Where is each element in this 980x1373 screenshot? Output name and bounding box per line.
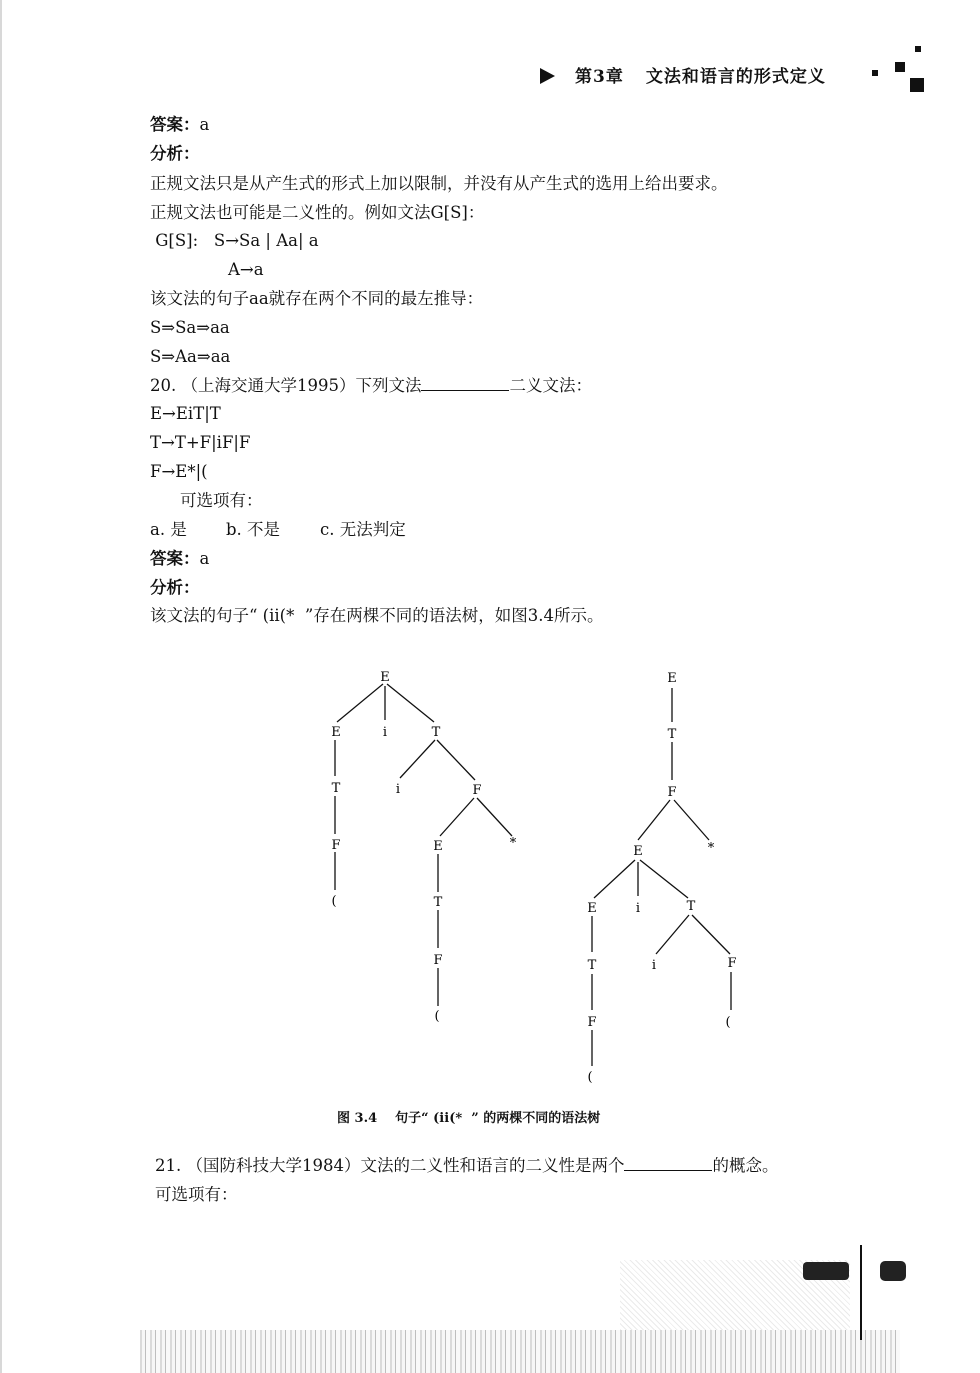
- tree-node: F: [587, 1015, 597, 1030]
- tree-node: i: [382, 725, 388, 740]
- grammar-rule: F→E*|(: [150, 462, 208, 481]
- answer-line: 答案：a: [150, 115, 210, 134]
- chapter-number: 第3章: [575, 67, 624, 87]
- tree-node: E: [433, 839, 443, 854]
- text-line: 正规文法只是从产生式的形式上加以限制，并没有从产生式的选用上给出要求。: [150, 174, 728, 193]
- tree-1-nodes: [331, 670, 517, 1024]
- tree-node: *: [509, 836, 517, 851]
- text-line: 该文法的句子aa就存在两个不同的最左推导：: [150, 289, 484, 308]
- analysis-label: 分析：: [150, 144, 200, 163]
- text-line: 正规文法也可能是二义性的。例如文法G[S]：: [150, 203, 485, 222]
- tree-node: F: [667, 785, 677, 800]
- grammar-rule: A→a: [228, 260, 264, 279]
- scan-noise: [140, 1330, 900, 1373]
- tree-node: E: [380, 670, 390, 685]
- derivation: S⇒Aa⇒aa: [150, 347, 231, 366]
- tree-node: E: [633, 844, 643, 859]
- text-line: 该文法的句子“ (ii(* ”存在两棵不同的语法树，如图3.4所示。: [150, 606, 604, 625]
- grammar-rule: E→EiT|T: [150, 404, 221, 423]
- tree-node: (: [434, 1009, 440, 1024]
- figure-caption: [337, 1107, 618, 1126]
- answer-blank: [624, 1156, 712, 1171]
- tree-node: i: [395, 782, 401, 797]
- tree-node: T: [431, 725, 441, 740]
- question-20: 20. （上海交通大学1995）下列文法 二义文法：: [150, 376, 592, 395]
- tree-node: i: [635, 901, 641, 916]
- option-c: c. 无法判定: [320, 520, 406, 539]
- figure-caption-text: 句子“ (ii(* ” 的两棵不同的语法树: [395, 1111, 601, 1126]
- tree-node: T: [433, 895, 443, 910]
- tree-1-edges: [335, 684, 512, 1006]
- tree-node: T: [331, 781, 341, 796]
- tree-node: T: [587, 958, 597, 973]
- analysis-label: 分析：: [150, 578, 200, 597]
- tree-node: F: [433, 953, 443, 968]
- option-b: b. 不是: [226, 520, 281, 539]
- tree-node: (: [331, 894, 337, 909]
- tree-node: F: [727, 956, 737, 971]
- tree-node: T: [686, 899, 696, 914]
- options-label: 可选项有：: [155, 1185, 238, 1204]
- grammar-rule: G[S]: S→Sa | Aa| a: [150, 231, 319, 250]
- figure-number: 图 3.4: [337, 1111, 378, 1126]
- option-a: a. 是: [150, 520, 187, 539]
- tree-node: *: [707, 841, 715, 856]
- tree-node: E: [667, 671, 677, 686]
- tree-node: E: [331, 725, 341, 740]
- chapter-title: 文法和语言的形式定义: [645, 67, 826, 87]
- question-21: 21. （国防科技大学1984）文法的二义性和语言的二义性是两个 的概念。: [155, 1156, 779, 1175]
- derivation: S⇒Sa⇒aa: [150, 318, 230, 337]
- answer-line: 答案：a: [150, 549, 210, 568]
- page-divider: [860, 1245, 862, 1340]
- page-number-badge: [880, 1261, 906, 1281]
- tree-node: (: [587, 1070, 593, 1085]
- tree-node: (: [725, 1015, 731, 1030]
- tree-node: F: [472, 783, 482, 798]
- tree-node: F: [331, 838, 341, 853]
- options-label: 可选项有：: [180, 491, 263, 510]
- tree-node: T: [667, 727, 677, 742]
- tree-2-edges: [592, 688, 731, 1066]
- page-label-badge: [803, 1262, 849, 1280]
- grammar-rule: T→T+F|iF|F: [150, 433, 251, 452]
- tree-node: i: [651, 958, 657, 973]
- tree-node: E: [587, 901, 597, 916]
